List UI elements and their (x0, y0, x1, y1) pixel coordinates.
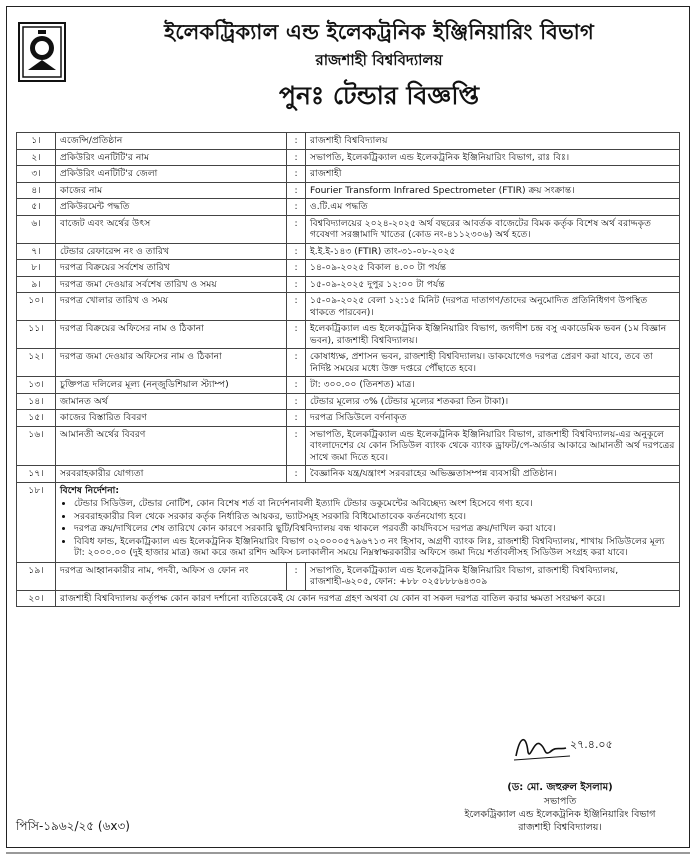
row-value: Fourier Transform Infrared Spectrometer (FTIR) ক্রয় সংক্রান্ত। (306, 182, 680, 199)
row-label: প্রকিউরিং এনটিটি'র নাম (56, 149, 287, 166)
row-number: ২০। (17, 590, 56, 607)
note-item: • টেন্ডার সিডিউল, টেন্ডার নোটিশ, কোন বিশেষ শর্ত বা নির্দেশনাবলী ইত্যাদি টেন্ডার ডকুমেন্টের অবিচ্ছেদ্য অংশ হিসেবে গণ্য হবে। (74, 498, 675, 510)
table-row (17, 260, 680, 277)
row-label: সরবরাহকারীর যোগ্যতা (56, 466, 287, 483)
row-label: আমানতী অর্থের বিবরণ (56, 426, 287, 466)
row-value: ১৫-০৯-২০২৫ দুপুর ১২:০০ টা পর্যন্ত (306, 276, 680, 293)
row-value: ই.ই.ই-১৪৩ (FTIR) তাং-৩১-০৮-২০২৫ (306, 243, 680, 260)
row-colon: : (287, 276, 306, 293)
note-item: • বিবিধ ফান্ড, ইলেকট্রিক্যাল এন্ড ইলেকট্রনিক ইঞ্জিনিয়ারিং বিভাগ ০২০০০০৫৭৯৬৭১৩ নং হিসাব, অগ্রণী ব্যাংক লিঃ, রাজশাহী বিশ্ববিদ্যালয়, শাখায় সিডিউলের মূল্য টা: ২০০০.০০ (দুই হাজার মাত্র) জমা করে জমা রশিদ অফিস চলাকালীন সময়ে নিম্নস্বাক্ষরকারীর অফিসে জমা দিয়ে শর্তাবলীসহ সিডিউল সংগ্রহ করা যাবে। (74, 536, 675, 559)
row-label: দরপত্র বিক্রয়ের সর্বশেষ তারিখ (56, 260, 287, 277)
handwritten-date: ২৭.৪.০৫ (570, 738, 613, 751)
row-number: ৪। (17, 182, 56, 199)
signature-scribble (510, 726, 620, 766)
row-colon: : (287, 293, 306, 321)
row-value: দরপত্র সিডিউলে বর্ণনাকৃত (306, 410, 680, 427)
row-label: প্রকিউরিং এনটিটি'র জেলা (56, 166, 287, 183)
row-number: ১২। (17, 349, 56, 377)
row-colon: : (287, 199, 306, 216)
row-colon: : (287, 393, 306, 410)
row-value: কোষাধ্যক্ষ, প্রশাসন ভবন, রাজশাহী বিশ্ববিদ্যালয়। ডাকযোগেও দরপত্র প্রেরণ করা যাবে, তবে তা নির্দিষ্ট সময়ের মধ্যে উক্ত দপ্তরে পৌঁছাতে হবে। (306, 349, 680, 377)
row-colon: : (287, 426, 306, 466)
row-label: বাজেট এবং অর্থের উৎস (56, 215, 287, 243)
table-row (17, 243, 680, 260)
row-label: কাজের নাম (56, 182, 287, 199)
row-value: টা: ৩০০.০০ (তিনশত) মাত্র। (306, 377, 680, 394)
note-item: • সরবরাহকারীর বিল থেকে সরকার কর্তৃক নির্ধারিত আয়কর, ভ্যাটসমূহ সরকারি বিধিমোতাবেক কর্তনযোগ্য হবে। (74, 511, 675, 523)
row-number: ১৩। (17, 377, 56, 394)
bottom-divider (6, 852, 690, 854)
row-label: প্রকিউরমেন্ট পদ্ধতি (56, 199, 287, 216)
row-colon: : (287, 410, 306, 427)
row-label: জামানত অর্থ (56, 393, 287, 410)
row-text: রাজশাহী বিশ্ববিদ্যালয় কর্তৃপক্ষ কোন কারণ দর্শানো ব্যতিরেকেই যে কোন দরপত্র গ্রহণ অথবা যে কোন বা সকল দরপত্র বাতিল করার ক্ষমতা সংরক্ষণ করে। (56, 590, 680, 607)
signatory-department: ইলেকট্রিক্যাল এন্ড ইলেকট্রনিক ইঞ্জিনিয়ারিং বিভাগ (464, 809, 656, 820)
row-colon: : (287, 215, 306, 243)
signatory-university: রাজশাহী বিশ্ববিদ্যালয়। (518, 822, 602, 833)
row-value: সভাপতি, ইলেকট্রিক্যাল এন্ড ইলেকট্রনিক ইঞ্জিনিয়ারিং বিভাগ, রাজশাহী বিশ্ববিদ্যালয়-এর অনুকূলে বাংলাদেশের যে কোন সিডিউল ব্যাংক থেকে ব্যাংক ড্রাফট/পে-অর্ডার আকারে আমানতী অর্থ দরপত্রের সাথে জমা দিতে হবে। (306, 426, 680, 466)
row-number: ১১। (17, 321, 56, 349)
row-label: দরপত্র জমা দেওয়ার অফিসের নাম ও ঠিকানা (56, 349, 287, 377)
row-value: সভাপতি, ইলেকট্রিক্যাল এন্ড ইলেকট্রনিক ইঞ্জিনিয়ারিং বিভাগ, রাঃ বিঃ। (306, 149, 680, 166)
table-row (17, 562, 680, 590)
row-value: ইলেকট্রিক্যাল এন্ড ইলেকট্রনিক ইঞ্জিনিয়ারিং বিভাগ, জগদীশ চন্দ্র বসু একাডেমিক ভবন (১ম বিজ্ঞান ভবন), রাজশাহী বিশ্ববিদ্যালয়। (306, 321, 680, 349)
row-value: রাজশাহী (306, 166, 680, 183)
table-row (17, 393, 680, 410)
table-row (17, 349, 680, 377)
row-number: ১৫। (17, 410, 56, 427)
row-number: ৬। (17, 215, 56, 243)
table-row (17, 377, 680, 394)
row-number: ১। (17, 133, 56, 150)
table-row (17, 166, 680, 183)
row-value: টেন্ডার মূল্যের ৩% (টেন্ডার মূল্যের শতকরা তিন টাকা)। (306, 393, 680, 410)
row-colon: : (287, 166, 306, 183)
row-colon: : (287, 182, 306, 199)
table-row (17, 199, 680, 216)
row-colon: : (287, 149, 306, 166)
row-colon: : (287, 260, 306, 277)
row-label: টেন্ডার রেফারেন্স নং ও তারিখ (56, 243, 287, 260)
row-label: কাজের বিস্তারিত বিবরণ (56, 410, 287, 427)
row-label: দরপত্র আহ্বানকারীর নাম, পদবী, অফিস ও ফোন নং (56, 562, 287, 590)
university-name: রাজশাহী বিশ্ববিদ্যালয় (315, 51, 443, 69)
row-colon: : (287, 349, 306, 377)
table-row (17, 133, 680, 150)
table-row (17, 466, 680, 483)
row-colon: : (287, 243, 306, 260)
table-row (17, 149, 680, 166)
row-number: ৮। (17, 260, 56, 277)
row-label: দরপত্র জমা দেওয়ার সর্বশেষ তারিখ ও সময় (56, 276, 287, 293)
university-logo-icon (18, 22, 66, 82)
table-row (17, 410, 680, 427)
table-row (17, 293, 680, 321)
row-number: ১৯। (17, 562, 56, 590)
row-number: ৯। (17, 276, 56, 293)
row-colon: : (287, 321, 306, 349)
table-row (17, 276, 680, 293)
table-row (17, 590, 680, 607)
row-number: ১৬। (17, 426, 56, 466)
reference-number: পিসি-১৯৬২/২৫ (৬x৩) (16, 819, 130, 833)
notice-title: পুনঃ টেন্ডার বিজ্ঞপ্তি (278, 81, 480, 110)
row-colon: : (287, 562, 306, 590)
row-number: ৩। (17, 166, 56, 183)
row-label: এজেন্সি/প্রতিষ্ঠান (56, 133, 287, 150)
row-value: ও.টি.এম পদ্ধতি (306, 199, 680, 216)
row-colon: : (287, 377, 306, 394)
row-number: ১৮। (17, 482, 56, 562)
row-value: বৈজ্ঞানিক যন্ত্র/যন্ত্রাংশ সরবরাহের অভিজ্ঞতাসম্পন্ন ব্যবসায়ী প্রতিষ্ঠান। (306, 466, 680, 483)
row-number: ৭। (17, 243, 56, 260)
row-value: রাজশাহী বিশ্ববিদ্যালয় (306, 133, 680, 150)
table-row (17, 215, 680, 243)
row-number: ১৪। (17, 393, 56, 410)
row-value: ১৫-০৯-২০২৫ বেলা ১২:১৫ মিনিট (দরপত্র দাতাগণ/তাদের অনুমোদিত প্রতিনিধিগণ উপস্থিত থাকতে পারবেন)। (306, 293, 680, 321)
table-row (17, 182, 680, 199)
row-label: দরপত্র খোলার তারিখ ও সময় (56, 293, 287, 321)
row-value: সভাপতি, ইলেকট্রিক্যাল এন্ড ইলেকট্রনিক ইঞ্জিনিয়ারিং বিভাগ, রাজশাহী বিশ্ববিদ্যালয়, রাজশাহী-৬২০৫, ফোন: +৮৮ ০২৫৮৮৮৬৪৩০৯ (306, 562, 680, 590)
special-instructions (56, 482, 680, 562)
notes-title: বিশেষ নির্দেশনা: (60, 484, 120, 496)
row-colon: : (287, 133, 306, 150)
tender-table (16, 132, 680, 607)
row-value: ১৪-০৯-২০২৫ বিকাল ৪.০০ টা পর্যন্ত (306, 260, 680, 277)
department-title: ইলেকট্রিক্যাল এন্ড ইলেকট্রনিক ইঞ্জিনিয়ারিং বিভাগ (164, 20, 594, 44)
row-label: দরপত্র বিক্রয়ের অফিসের নাম ও ঠিকানা (56, 321, 287, 349)
table-row (17, 426, 680, 466)
row-label: চুক্তিপত্র দলিলের মূল্য (নন্‌জুডিশিয়াল স্ট্যাম্প) (56, 377, 287, 394)
row-number: ১০। (17, 293, 56, 321)
signatory-designation: সভাপতি (543, 796, 577, 807)
row-number: ২। (17, 149, 56, 166)
table-row-notes (17, 482, 680, 562)
row-number: ১৭। (17, 466, 56, 483)
row-colon: : (287, 466, 306, 483)
row-number: ৫। (17, 199, 56, 216)
table-row (17, 321, 680, 349)
note-item: • দরপত্র ক্রয়/দাখিলের শেষ তারিখে কোন কারণে সরকারি ছুটি/বিশ্ববিদ্যালয় বন্ধ থাকলে পরবর্তী কার্যদিবসে দরপত্র ক্রয়/দাখিল করা যাবে। (74, 523, 675, 535)
signatory-name: (ড: মো. জহুরুল ইসলাম) (507, 782, 613, 793)
row-value: বিশ্ববিদ্যালয়ের ২০২৪-২০২৫ অর্থ বছরের আবর্তক বাজেটের বিমক কর্তৃক বিশেষ অর্থ বরাদ্দকৃত গবেষণা সরঞ্জামাদি খাতের (কোড নং-৪১১২৩০৬) অর্থ হতে। (306, 215, 680, 243)
